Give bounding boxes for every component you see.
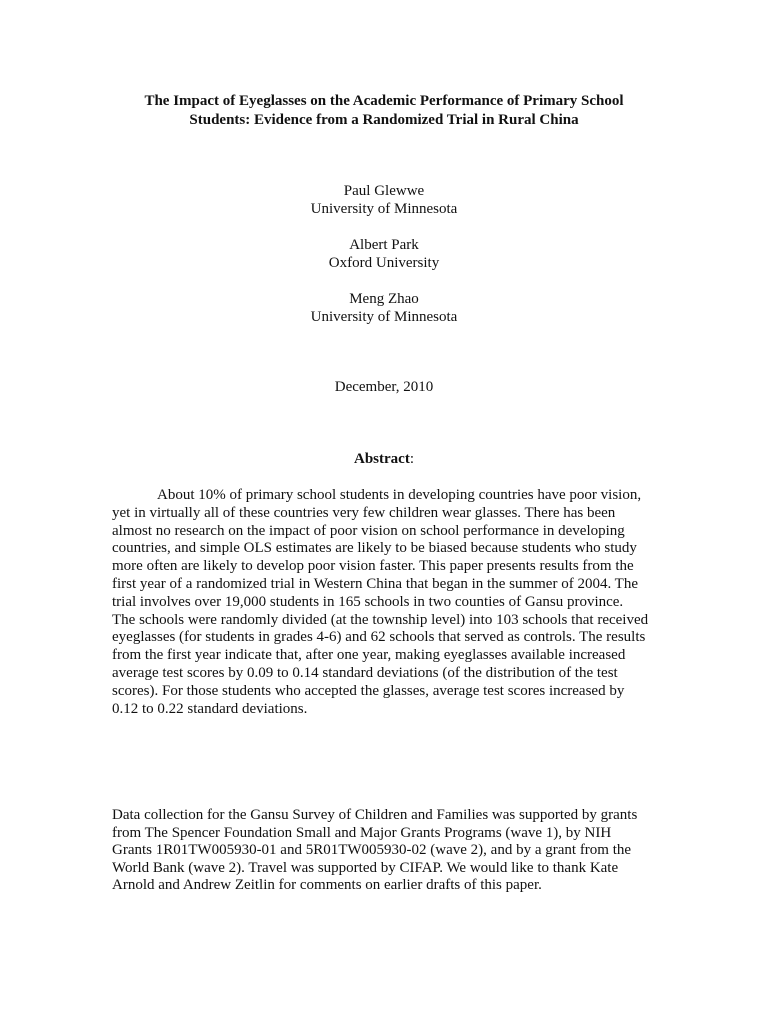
author-name: Paul Glewwe	[343, 183, 425, 199]
abstract-line: About 10% of primary school students in developing countries have poor vision,	[157, 487, 642, 503]
abstract-line: from the first year indicate that, after one year, making eyeglasses available increased	[112, 647, 626, 664]
paper-title-line: The Impact of Eyeglasses on the Academic Performance of Primary School	[144, 93, 624, 109]
abstract-line: trial involves over 19,000 students in 165 schools in two counties of Gansu province.	[112, 593, 624, 610]
abstract-line: scores). For those students who accepted the glasses, average test scores increased by	[112, 682, 625, 699]
author-block	[184, 290, 584, 326]
footnote-line: Arnold and Andrew Zeitlin for comments on earlier drafts of this paper.	[112, 877, 542, 894]
abstract-line: first year of a randomized trial in Western China that began in the summer of 2004. The	[112, 575, 639, 592]
publication-date: December, 2010	[334, 379, 434, 395]
author-affiliation: University of Minnesota	[310, 201, 458, 217]
abstract-line: eyeglasses (for students in grades 4-6) and 62 schools that served as controls. The results	[112, 629, 646, 646]
footnote-line: Data collection for the Gansu Survey of Children and Families was supported by grants	[112, 807, 638, 823]
abstract-line: The schools were randomly divided (at the township level) into 103 schools that received	[112, 611, 649, 628]
abstract-line: average test scores by 0.09 to 0.14 standard deviations (of the distribution of the test	[112, 664, 618, 681]
paper-title-line: Students: Evidence from a Randomized Trial in Rural China	[189, 112, 579, 128]
author-block	[184, 182, 584, 218]
abstract-heading-label: Abstract	[354, 451, 410, 467]
author-name: Meng Zhao	[349, 291, 419, 307]
author-name: Albert Park	[349, 237, 419, 253]
abstract-line: more often are likely to develop poor vision faster. This paper presents results from the	[112, 558, 634, 575]
abstract-line: yet in virtually all of these countries very few children wear glasses. There has been	[112, 504, 616, 521]
author-affiliation: Oxford University	[328, 255, 440, 271]
abstract-body	[112, 487, 672, 718]
footnote-line: World Bank (wave 2). Travel was supported by CIFAP. We would like to thank Kate	[112, 859, 619, 876]
footnote-line: from The Spencer Foundation Small and Major Grants Programs (wave 1), by NIH	[112, 824, 612, 841]
paper-title	[100, 92, 668, 130]
abstract-heading-colon: :	[409, 451, 414, 467]
funding-footnote	[112, 807, 672, 895]
abstract-heading	[184, 450, 584, 468]
author-block	[184, 236, 584, 272]
author-affiliation: University of Minnesota	[310, 309, 458, 325]
footnote-line: Grants 1R01TW005930-01 and 5R01TW005930-02 (wave 2), and by a grant from the	[112, 842, 632, 859]
abstract-line: almost no research on the impact of poor vision on school performance in developing	[112, 522, 625, 539]
abstract-line: countries, and simple OLS estimates are likely to be biased because students who study	[112, 540, 637, 557]
abstract-line: 0.12 to 0.22 standard deviations.	[112, 700, 308, 717]
